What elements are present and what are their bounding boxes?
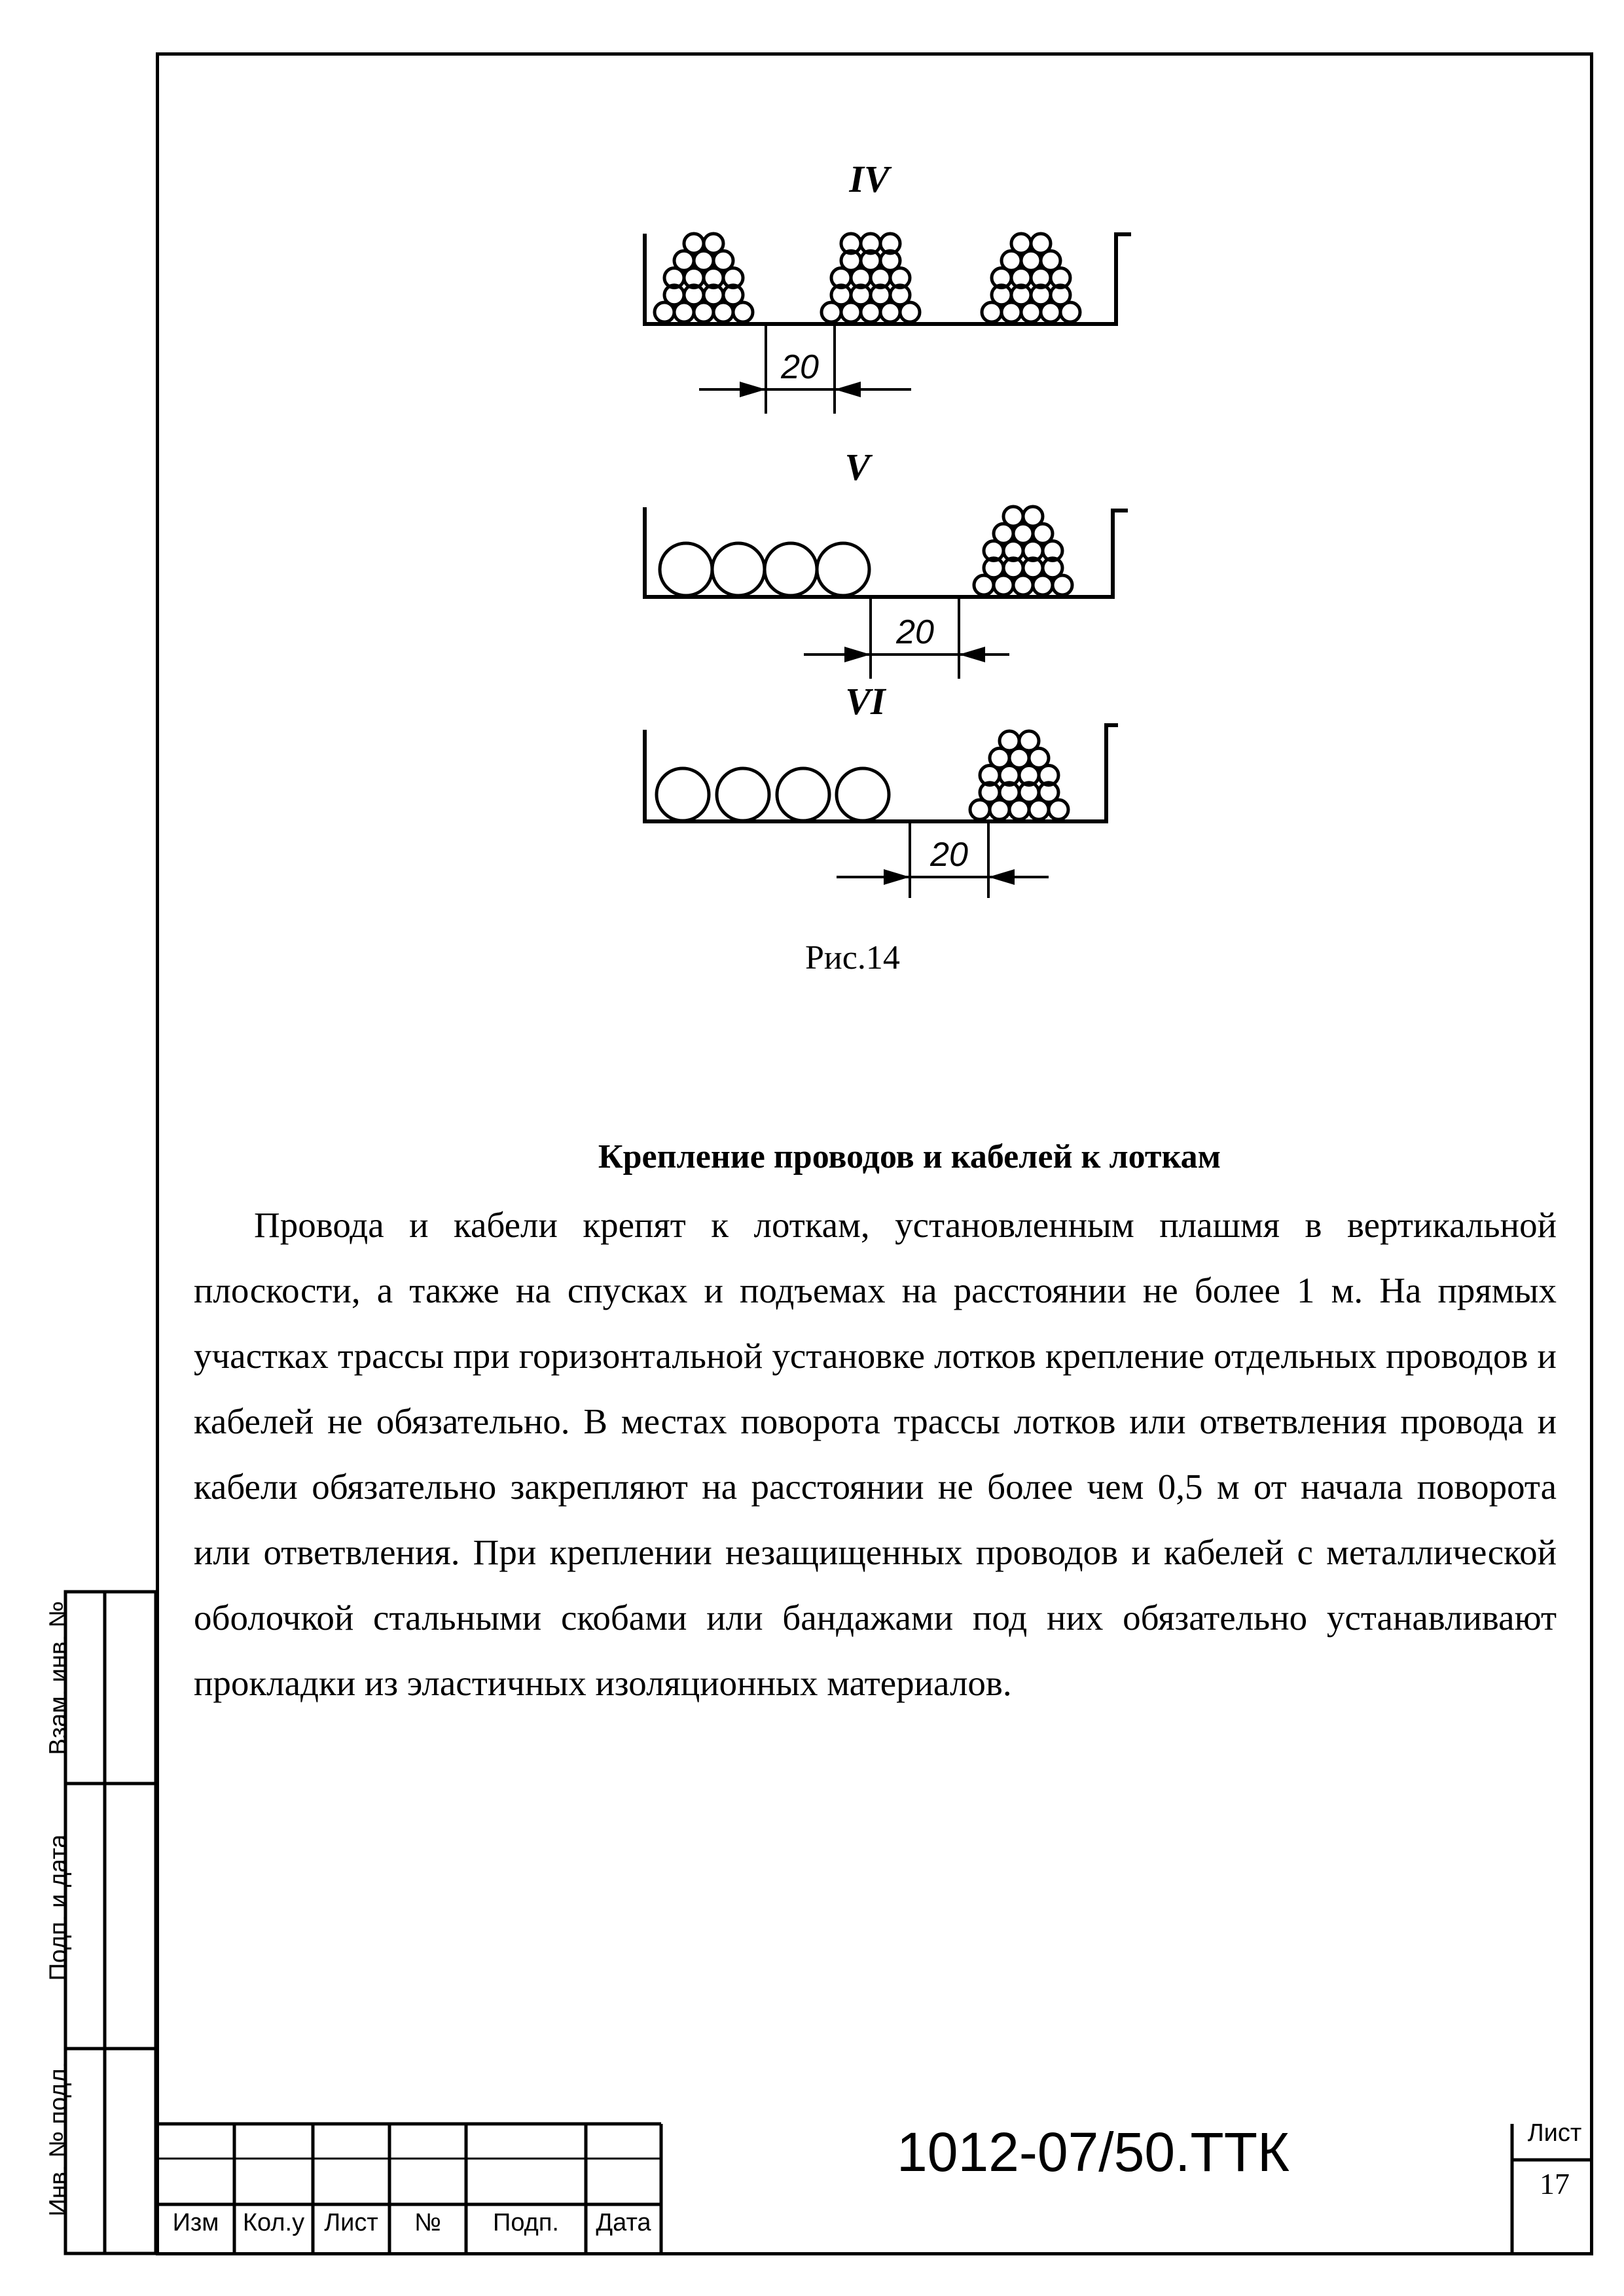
title-col-list: Лист [324, 2209, 378, 2236]
side-stamp-inv-podl: Инв. № подл. [45, 2061, 73, 2217]
title-col-num: № [414, 2209, 441, 2236]
document-number: 1012-07/50.ТТК [897, 2121, 1290, 2183]
title-col-izm: Изм [172, 2209, 219, 2236]
section-heading: Крепление проводов и кабелей к лоткам [598, 1138, 1221, 1175]
title-col-kol: Кол.у [242, 2209, 305, 2236]
dimension-label-v: 20 [896, 613, 934, 651]
figure-caption: Рис.14 [805, 939, 900, 977]
title-col-podp: Подп. [493, 2209, 559, 2236]
dimension-label-iv: 20 [781, 348, 819, 386]
sheet-label: Лист [1527, 2119, 1582, 2147]
section-paragraph: Провода и кабели крепят к лоткам, установленным плашмя в вертикальной плоскости, а также на спусках и подъемах на расстоянии не более 1 м. На прямых участках трассы при горизонтальной установке лотков крепление отдельных проводов и кабелей не обязательно. В местах поворота трассы лотков или ответвления провода и кабели обязательно закрепляют на расстоянии не более чем 0,5 м от начала поворота или ответвления. При креплении незащищенных проводов и кабелей с металлической оболочкой стальными скобами или бандажами под них обязательно устанавливают прокладки из эластичных изоляционных материалов. [194, 1205, 1557, 1703]
figure-label-iv: IV [849, 158, 890, 200]
side-stamp-podp-data: Подп. и дата [45, 1834, 73, 1981]
side-stamp-vzam-inv: Взам. инв. № [45, 1601, 73, 1755]
title-col-data: Дата [596, 2209, 651, 2236]
dimension-label-vi: 20 [930, 836, 968, 874]
figure-label-vi: VI [845, 680, 886, 723]
sheet-number: 17 [1540, 2167, 1570, 2200]
figure-label-v: V [844, 446, 871, 488]
